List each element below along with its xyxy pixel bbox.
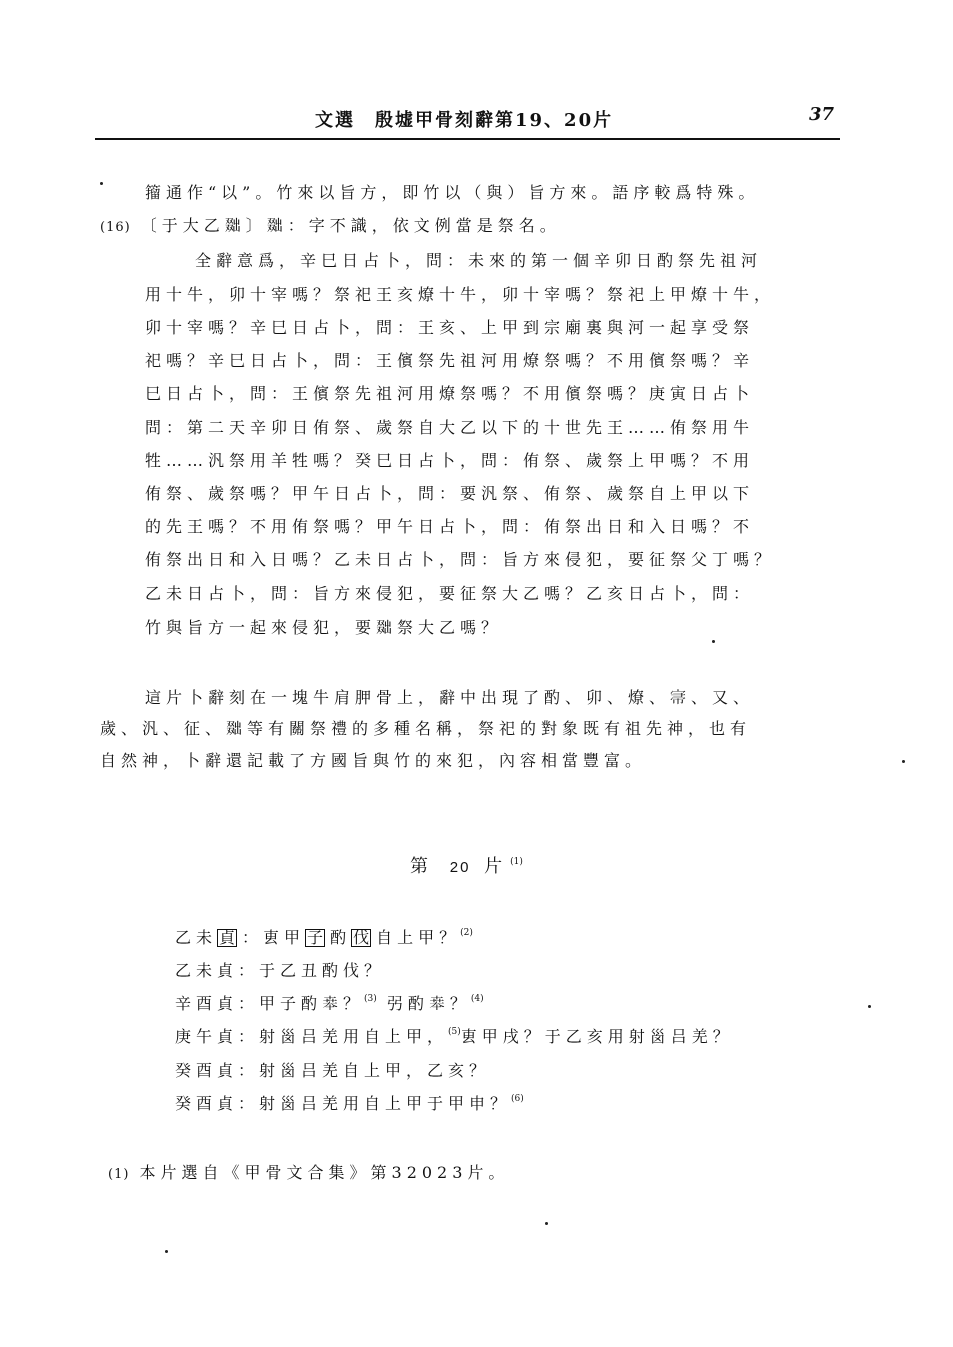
inscription-text: 乙未	[175, 928, 218, 947]
inscription-text: 自上甲？	[376, 928, 461, 947]
note-ref: (2)	[460, 928, 473, 938]
footnote-marker: (1)	[108, 1167, 130, 1182]
section-title-prefix: 第	[410, 856, 436, 877]
scan-speck	[902, 760, 905, 763]
inscription-line	[175, 925, 473, 948]
inscription-text: 辛酉貞：甲子酌𠦪？	[175, 994, 365, 1013]
section-number: 20	[449, 859, 471, 876]
header-title: 文選 殷墟甲骨刻辭第19、20片	[315, 110, 614, 131]
inscription-text: 庚午貞：射𡿺吕羌用自上甲，	[175, 1027, 449, 1046]
translation-line: 祀嗎？辛巳日占卜，問：王儐祭先祖河用燎祭嗎？不用儐祭嗎？辛	[145, 351, 755, 370]
translation-line: 問：第二天辛卯日侑祭、歲祭自大乙以下的十世先王……侑祭用牛	[145, 418, 755, 437]
note-line-1: 籀通作“以”。竹來以旨方，即竹以（與）旨方來。語序較爲特殊。	[145, 183, 760, 202]
inscription-text: 弜酌𠦪？	[386, 994, 471, 1013]
summary-line: 自然神，卜辭還記載了方國旨與竹的來犯，內容相當豐富。	[100, 751, 647, 770]
translation-line: 全辭意爲，辛巳日占卜，問：未來的第一個辛卯日酌祭先祖河	[195, 251, 763, 270]
section-title-suffix: 片	[484, 856, 511, 877]
inscription-line	[175, 1091, 524, 1114]
translation-line: 竹與旨方一起來侵犯，要𠭴祭大乙嗎？	[145, 618, 503, 637]
inscription-text: 癸酉貞：射𡿺吕羌用自上甲于甲申？	[175, 1094, 512, 1113]
inscription-text: ：叀甲	[242, 928, 306, 947]
translation-line: 侑祭出日和入日嗎？乙未日占卜，問：旨方來侵犯，要征祭父丁嗎？	[145, 550, 776, 569]
translation-line: 乙未日占卜，問：旨方來侵犯，要征祭大乙嗎？乙亥日占卜，問：	[145, 584, 755, 603]
inscription-text: 酌	[330, 928, 352, 947]
footnote-text: 本片選自《甲骨文合集》第32023片。	[139, 1163, 510, 1182]
restored-char: 伐	[353, 928, 370, 947]
section-note-ref: (1)	[510, 857, 523, 867]
scan-speck	[868, 1005, 871, 1008]
translation-line: 的先王嗎？不用侑祭嗎？甲午日占卜，問：侑祭出日和入日嗎？不	[145, 517, 755, 536]
translation-line: 侑祭、歲祭嗎？甲午日占卜，問：要汎祭、侑祭、歲祭自上甲以下	[145, 484, 755, 503]
note-ref: (4)	[470, 994, 484, 1004]
footnote	[108, 1160, 509, 1183]
inscription-text: 叀甲戌？于乙亥用射𡿺吕羌？	[460, 1027, 734, 1046]
note-16-text: 〔于大乙𠭴〕𠭴：字不識，依文例當是祭名。	[140, 216, 561, 235]
restored-char: 貞	[219, 928, 236, 947]
scan-speck	[165, 1250, 168, 1253]
page-number: 37	[808, 104, 834, 125]
inscription-line: 癸酉貞：射𡿺吕羌自上甲，乙亥？	[175, 1061, 491, 1080]
summary-line: 這片卜辭刻在一塊牛肩胛骨上，辭中出現了酌、卯、燎、𡨦、又、	[145, 688, 755, 707]
scan-speck	[545, 1222, 548, 1225]
translation-line: 卯十宰嗎？辛巳日占卜，問：王亥、上甲到宗廟裏與河一起享受祭	[145, 318, 755, 337]
inscription-line	[175, 991, 484, 1014]
translation-line: 巳日占卜，問：王儐祭先祖河用燎祭嗎？不用儐祭嗎？庚寅日占卜	[145, 384, 755, 403]
note-ref: (3)	[364, 994, 377, 1004]
translation-line: 用十牛，卯十宰嗎？祭祀王亥燎十牛，卯十宰嗎？祭祀上甲燎十牛，	[145, 285, 776, 304]
translation-line: 牲……汎祭用羊牲嗎？癸巳日占卜，問：侑祭、歲祭上甲嗎？不用	[145, 451, 755, 470]
section-title	[410, 852, 523, 878]
note-16	[100, 213, 561, 236]
note-16-marker: (16)	[100, 220, 131, 235]
restored-char: 子	[307, 928, 324, 947]
summary-line: 歲、汎、征、𠭴等有關祭禮的多種名稱，祭祀的對象既有祖先神，也有	[100, 719, 752, 738]
scan-speck	[100, 182, 103, 185]
note-ref: (6)	[511, 1094, 524, 1104]
running-header	[95, 100, 840, 140]
inscription-line: 乙未貞：于乙丑酌伐？	[175, 961, 386, 980]
inscription-line	[175, 1024, 734, 1047]
note-ref: (5)	[448, 1027, 461, 1037]
scan-speck	[712, 640, 715, 643]
